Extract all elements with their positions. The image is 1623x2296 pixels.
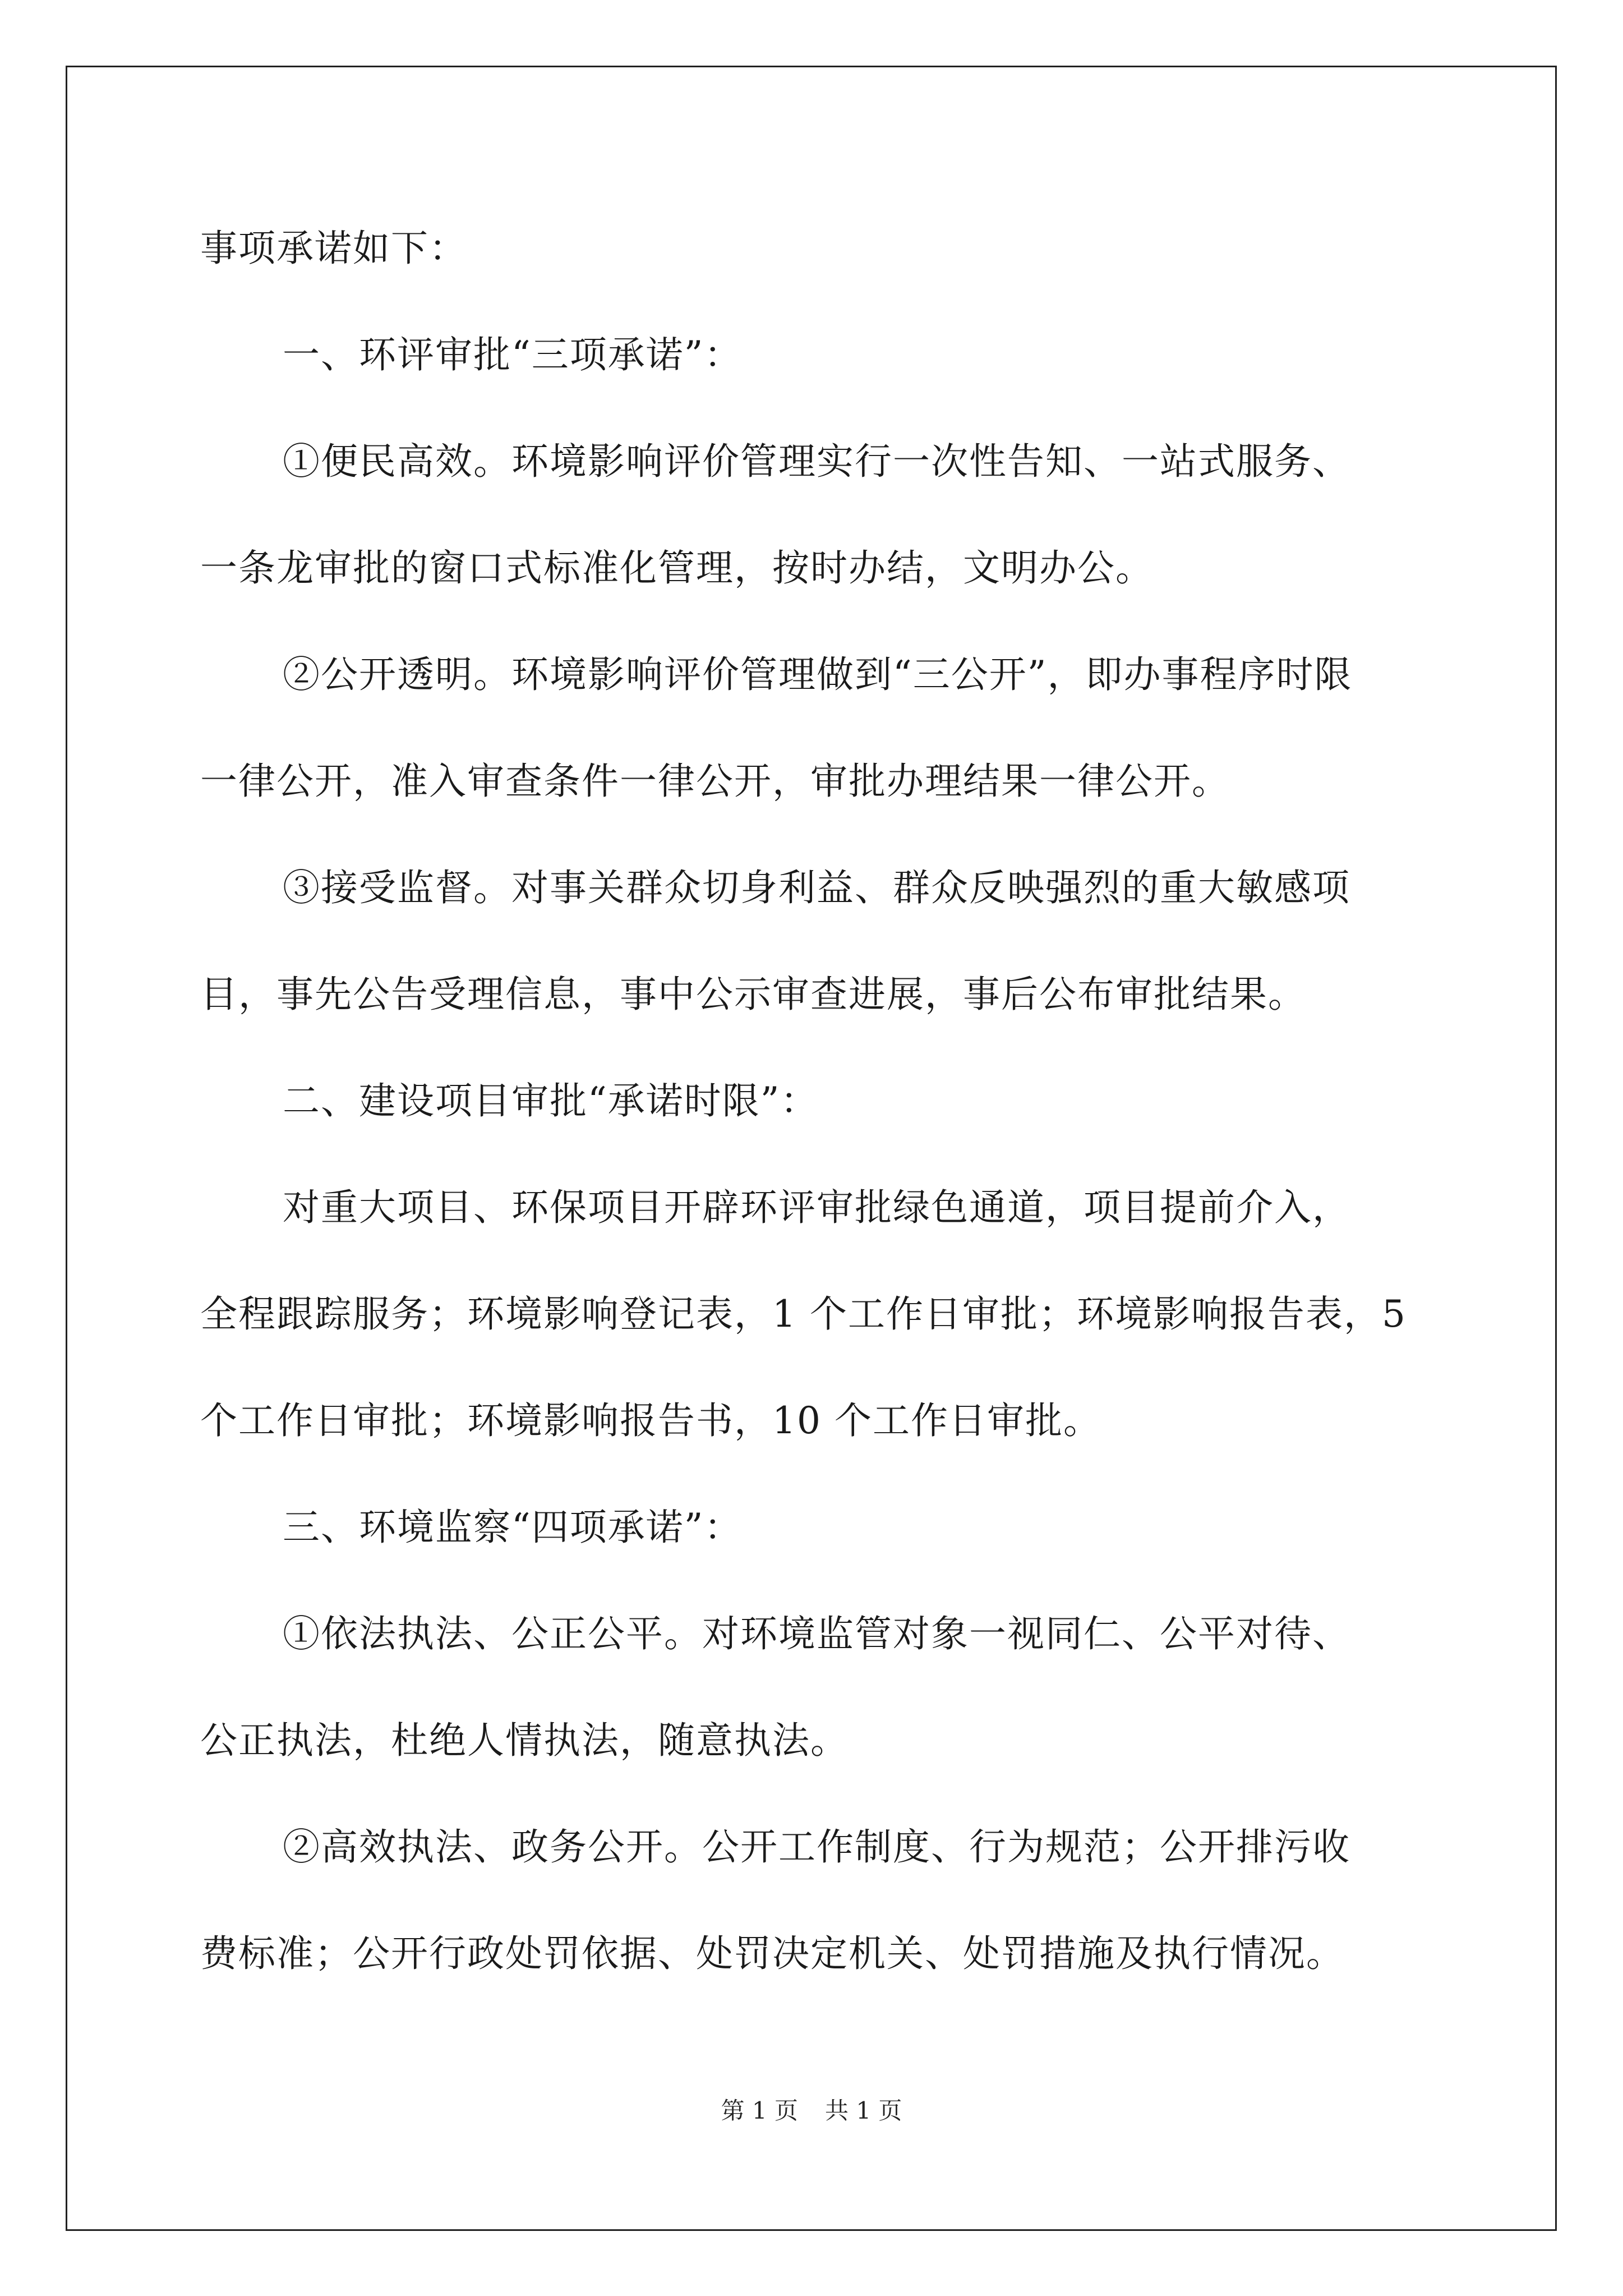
text-line: 对重大项目、环保项目开辟环评审批绿色通道，项目提前介入， — [283, 1186, 1350, 1229]
page-footer — [0, 2097, 1623, 2125]
text-line: ②公开透明。环境影响评价管理做到“三公开”，即办事程序时限 — [283, 653, 1353, 696]
text-line: 费标准；公开行政处罚依据、处罚决定机关、处罚措施及执行情况。 — [200, 1932, 1344, 1975]
section-heading: 三、环境监察“四项承诺”： — [283, 1506, 743, 1549]
text-line: ①便民高效。环境影响评价管理实行一次性告知、一站式服务、 — [283, 440, 1350, 483]
text-line: 个工作日审批；环境影响报告书，10 个工作日审批。 — [200, 1399, 1101, 1442]
text-line: 事项承诺如下： — [200, 227, 467, 270]
text-line: 一律公开，准入审查条件一律公开，审批办理结果一律公开。 — [200, 760, 1230, 803]
text-line: 公正执法，杜绝人情执法，随意执法。 — [200, 1719, 849, 1762]
text-line: ③接受监督。对事关群众切身利益、群众反映强烈的重大敏感项 — [283, 866, 1350, 909]
section-heading: 二、建设项目审批“承诺时限”： — [283, 1079, 819, 1122]
section-heading: 一、环评审批“三项承诺”： — [283, 333, 743, 376]
text-line: ②高效执法、政务公开。公开工作制度、行为规范；公开排污收 — [283, 1825, 1350, 1869]
text-line: 目，事先公告受理信息，事中公示审查进展，事后公布审批结果。 — [200, 973, 1306, 1016]
text-line: 一条龙审批的窗口式标准化管理，按时办结，文明办公。 — [200, 546, 1154, 590]
text-line: 全程跟踪服务；环境影响登记表，1 个工作日审批；环境影响报告表，5 — [200, 1292, 1407, 1336]
page-total: 共 1 页 — [825, 2097, 902, 2124]
page-border — [66, 66, 1557, 2231]
text-line: ①依法执法、公正公平。对环境监管对象一视同仁、公平对待、 — [283, 1612, 1350, 1655]
page-number: 第 1 页 — [721, 2097, 798, 2124]
